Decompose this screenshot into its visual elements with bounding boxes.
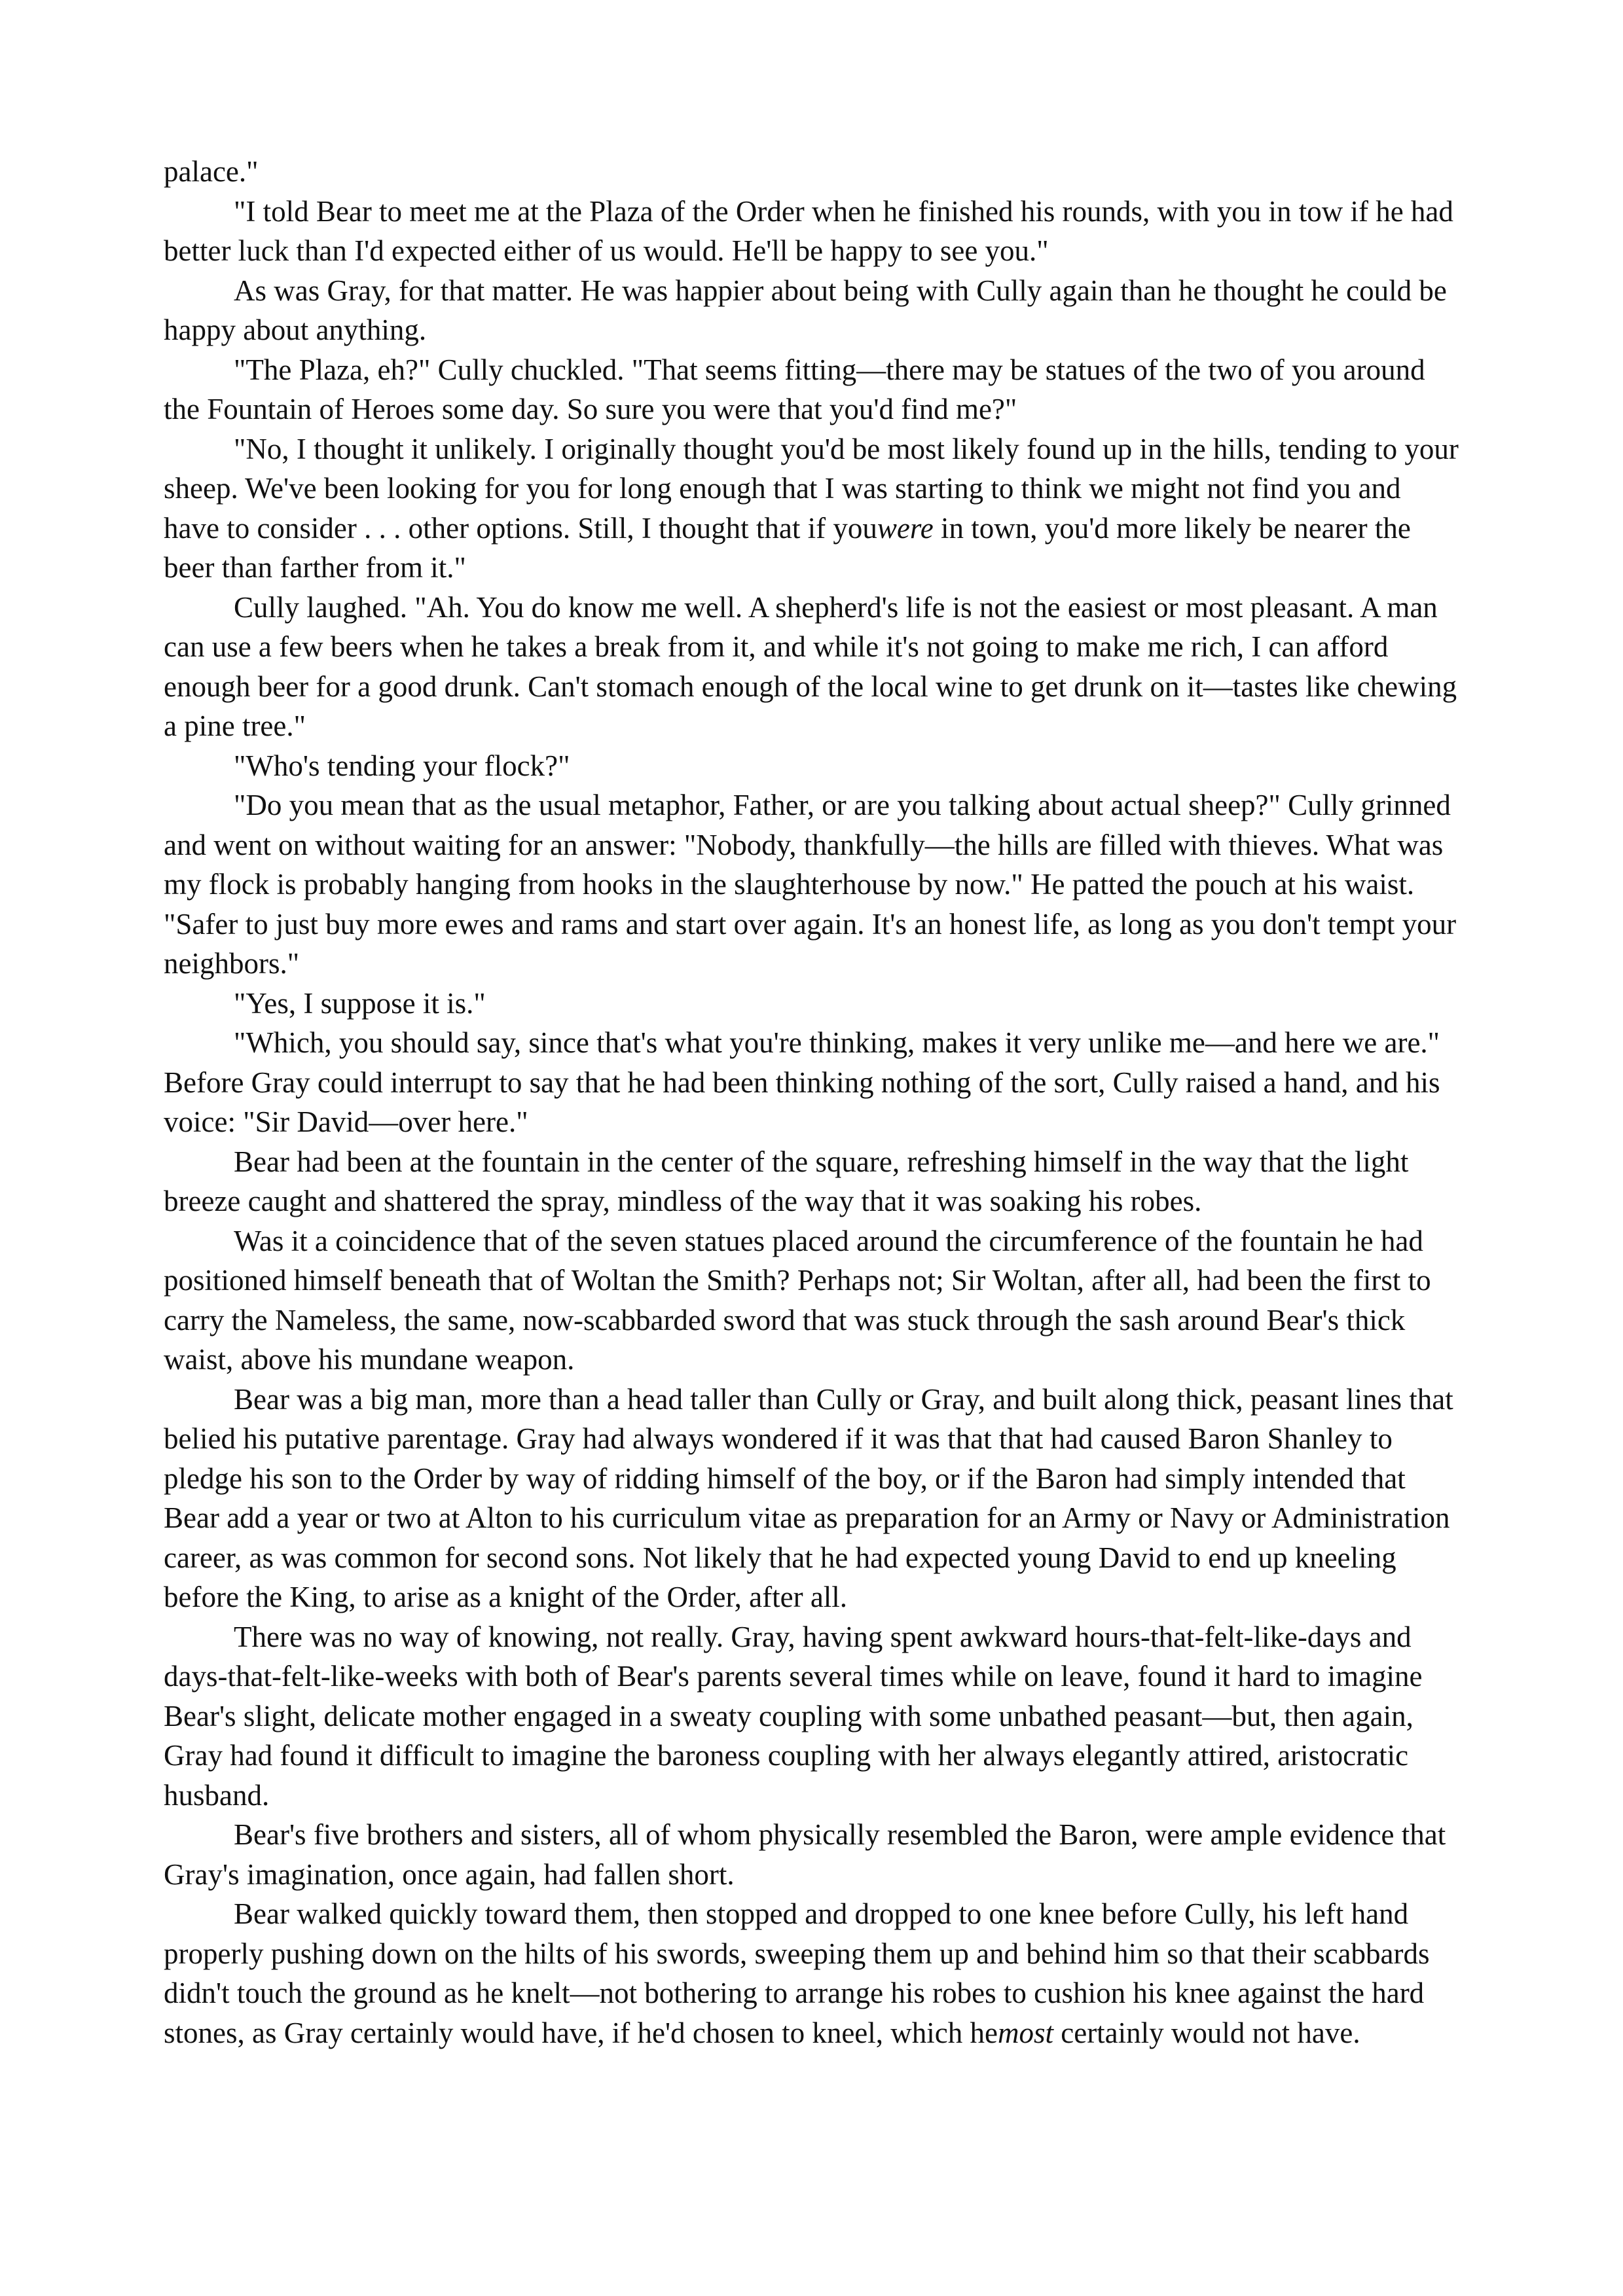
paragraph: "Who's tending your flock?" [234, 749, 570, 782]
paragraph: palace." [164, 155, 259, 188]
paragraph: Bear had been at the fountain in the center of the square, refreshing himself in the way that the light breeze caught and shattered the spray, mindless of the way that it was soaking his robes. [164, 1145, 1409, 1217]
paragraph-text: certainly would not have. [1053, 2016, 1360, 2049]
paragraph: "I told Bear to meet me at the Plaza of the Order when he finished his rounds, with you in tow if he had better luck than I'd expected either of us would. He'll be happy to see you." [164, 194, 1453, 267]
paragraph: As was Gray, for that matter. He was happier about being with Cully again than he thought he could be happy about anything. [164, 274, 1447, 346]
paragraph [164, 1894, 1460, 2053]
paragraph: Was it a coincidence that of the seven statues placed around the circumference of the fountain he had positioned himself beneath that of Woltan the Smith? Perhaps not; Sir Woltan, after all, had been the first to carry the Nameless, the same, now-scabbarded sword that was stuck through the sash around Bear's thick waist, above his mundane weapon. [164, 1224, 1431, 1376]
paragraph-text: Bear walked quickly toward them, then stopped and dropped to one knee before Cully, his left hand properly pushing down on the hilts of his swords, sweeping them up and behind him so that their scabbards didn't touch the ground as he knelt—not bothering to arrange his robes to cushion his knee against the hard stones, as Gray certainly would have, if he'd chosen to kneel, which he [164, 1897, 1430, 2049]
paragraph: There was no way of knowing, not really. Gray, having spent awkward hours-that-felt-like-days and days-that-felt-like-weeks with both of Bear's parents several times while on leave, found it hard to imagine Bear's slight, delicate mother engaged in a sweaty coupling with some unbathed peasant—but, then again, Gray had found it difficult to imagine the baroness coupling with her always elegantly attired, aristocratic husband. [164, 1620, 1423, 1812]
emphasis: most [997, 2016, 1053, 2049]
paragraph [164, 429, 1460, 588]
paragraph: Bear was a big man, more than a head taller than Cully or Gray, and built along thick, peasant lines that belied his putative parentage. Gray had always wondered if it was that that had caused Baron Shanley to pledge his son to the Order by way of ridding himself of the boy, or if the Baron had simply intended that Bear add a year or two at Alton to his curriculum vitae as preparation for an Army or Navy or Administration career, as was common for second sons. Not likely that he had expected young David to end up kneeling before the King, to arise as a knight of the Order, after all. [164, 1382, 1453, 1613]
paragraph: "Which, you should say, since that's what you're thinking, makes it very unlike me—and here we are." Before Gray could interrupt to say that he had been thinking nothing of the sort, Cully raised a hand, and his voice: "Sir David—over here." [164, 1026, 1440, 1138]
book-page-text [164, 152, 1460, 2053]
paragraph: Cully laughed. "Ah. You do know me well. A shepherd's life is not the easiest or most pleasant. A man can use a few beers when he takes a break from it, and while it's not going to make me rich, I can afford enough beer for a good drunk. Can't stomach enough of the local wine to get drunk on it—tastes like chewing a pine tree." [164, 590, 1457, 742]
paragraph: Bear's five brothers and sisters, all of whom physically resembled the Baron, were ample evidence that Gray's imagination, once again, had fallen short. [164, 1818, 1446, 1891]
paragraph: "Do you mean that as the usual metaphor, Father, or are you talking about actual sheep?" Cully grinned and went on without waiting for an answer: "Nobody, thankfully—the hills are filled with thieves. What was my flock is probably hanging from hooks in the slaughterhouse by now." He patted the pouch at his waist. "Safer to just buy more ewes and rams and start over again. It's an honest life, as long as you don't tempt your neighbors." [164, 789, 1457, 980]
paragraph: "Yes, I suppose it is." [234, 986, 486, 1020]
paragraph-text: in town, you'd more likely be nearer the beer than farther from it." [164, 511, 1411, 584]
paragraph: "The Plaza, eh?" Cully chuckled. "That seems fitting—there may be statues of the two of you around the Fountain of Heroes some day. So sure you were that you'd find me?" [164, 353, 1425, 425]
paragraph-text: "No, I thought it unlikely. I originally thought you'd be most likely found up in the hills, tending to your sheep. We've been looking for you for long enough that I was starting to think we might not find you and have to consider . . . other options. Still, I thought that if you [164, 432, 1459, 545]
emphasis: were [877, 511, 934, 545]
